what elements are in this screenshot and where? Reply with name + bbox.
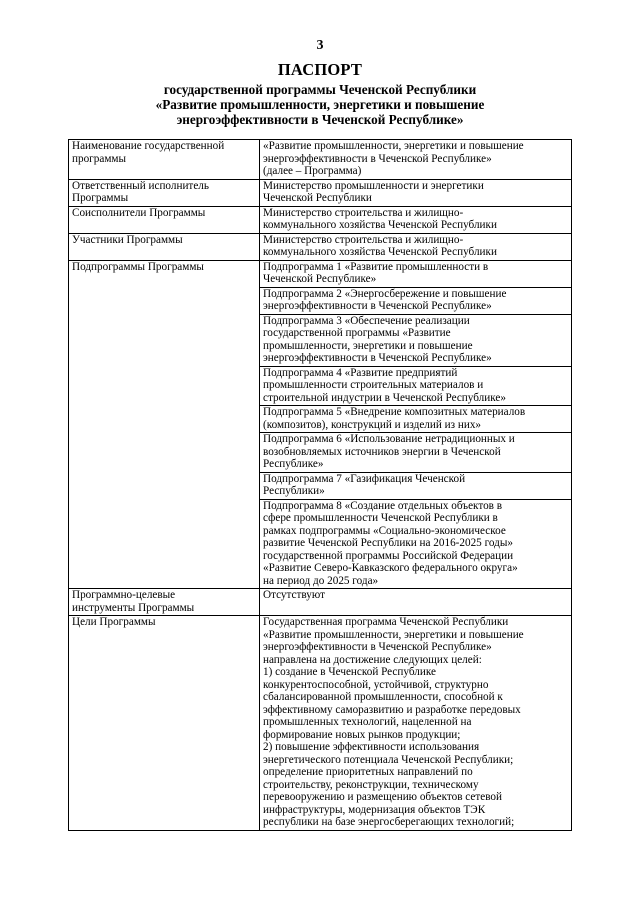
row-value-line: определение приоритетных направлений по xyxy=(263,766,473,778)
row-value-line: Республике» xyxy=(263,458,324,470)
table-row xyxy=(69,140,572,180)
row-value-line: Республики» xyxy=(263,485,325,497)
page-number: 3 xyxy=(316,38,324,53)
row-value-line: сфере промышленности Чеченской Республики в xyxy=(263,512,498,524)
row-label-line: Участники Программы xyxy=(72,233,183,246)
row-value-line: коммунального хозяйства Чеченской Республики xyxy=(263,219,497,231)
row-label xyxy=(69,589,260,616)
row-value-line: энергоэффективности в Чеченской Республике» xyxy=(263,352,492,364)
row-label-line: Ответственный исполнитель xyxy=(72,179,209,192)
row-value-line: сбалансированной промышленности, способной к xyxy=(263,691,503,703)
row-label xyxy=(69,616,260,831)
row-value-line: коммунального хозяйства Чеченской Республики xyxy=(263,246,497,258)
row-value-line: эффективному саморазвитию и разработке передовых xyxy=(263,703,521,716)
row-value-line: направлена на достижение следующих целей: xyxy=(263,653,482,666)
row-value-line: Подпрограмма 8 «Создание отдельных объектов в xyxy=(263,499,503,512)
row-value xyxy=(260,314,572,366)
row-value xyxy=(260,433,572,473)
table-row xyxy=(69,260,572,287)
row-value-line: (далее – Программа) xyxy=(263,165,362,177)
row-value-line: 2) повышение эффективности использования xyxy=(263,741,480,753)
table-row xyxy=(69,616,572,831)
row-value-line: конкурентоспособной, устойчивой, структурно xyxy=(263,678,489,691)
row-label xyxy=(69,233,260,260)
row-value-line: Министерство промышленности и энергетики xyxy=(263,179,484,192)
subtitle-line: энергоэффективности в Чеченской Республике» xyxy=(176,112,464,127)
row-value-line: энергоэффективности в Чеченской Республике» xyxy=(263,152,492,165)
row-label-line: Программы xyxy=(72,192,129,204)
row-value xyxy=(260,140,572,180)
row-value-line: энергоэффективности в Чеченской Республике» xyxy=(263,641,492,653)
passport-table xyxy=(68,139,572,831)
row-value-line: рамках подпрограммы «Социально-экономическое xyxy=(263,524,506,537)
row-value-line: промышленности строительных материалов и xyxy=(263,379,484,391)
document-title: ПАСПОРТ xyxy=(277,60,363,79)
row-value-line: возобновляемых источников энергии в Чеченской xyxy=(263,445,501,458)
row-value-line: (композитов), конструкций и изделий из них» xyxy=(263,418,482,431)
row-value xyxy=(260,499,572,589)
row-value-line: Подпрограмма 3 «Обеспечение реализации xyxy=(263,314,470,327)
subtitle-line: государственной программы Чеченской Республики xyxy=(163,82,477,97)
row-value-line: 1) создание в Чеченской Республике xyxy=(263,666,436,678)
table-row xyxy=(69,179,572,206)
table-row xyxy=(69,589,572,616)
row-label-line: Соисполнители Программы xyxy=(72,206,206,219)
row-value xyxy=(260,589,572,616)
row-value-line: Подпрограмма 2 «Энергосбережение и повышение xyxy=(263,287,507,300)
row-value-line: строительству, реконструкции, техническому xyxy=(263,778,479,791)
row-label xyxy=(69,260,260,589)
row-value xyxy=(260,472,572,499)
row-value-line: «Развитие промышленности, энергетики и повышение xyxy=(263,140,524,152)
row-value-line: Чеченской Республики xyxy=(263,192,372,204)
row-value-line: Чеченской Республике» xyxy=(263,273,377,285)
row-value-line: промышленности, энергетики и повышение xyxy=(263,339,473,352)
row-value xyxy=(260,287,572,314)
row-label-line: Подпрограммы Программы xyxy=(72,260,204,273)
row-value-line: государственной программы Российской Федерации xyxy=(263,549,514,562)
table-row xyxy=(69,233,572,260)
row-value-line: Подпрограмма 1 «Развитие промышленности в xyxy=(263,260,489,273)
table-row xyxy=(69,206,572,233)
row-value-line: Подпрограмма 6 «Использование нетрадиционных и xyxy=(263,433,515,445)
row-value-line: Государственная программа Чеченской Республики xyxy=(263,616,509,628)
row-label-line: Наименование государственной xyxy=(72,140,225,152)
row-value-line: «Развитие промышленности, энергетики и повышение xyxy=(263,628,524,641)
document-subtitle xyxy=(0,82,640,127)
row-value-line: энергетического потенциала Чеченской Республики; xyxy=(263,753,514,766)
row-label-line: Программно-целевые xyxy=(72,589,176,601)
row-value-line: «Развитие Северо-Кавказского федерального округа» xyxy=(263,562,518,574)
row-value-line: развитие Чеченской Республики на 2016-2025 годы» xyxy=(263,537,513,549)
row-value xyxy=(260,366,572,406)
row-label xyxy=(69,140,260,180)
row-value-line: промышленных технологий, нацеленной на xyxy=(263,716,472,728)
row-value xyxy=(260,616,572,831)
row-value xyxy=(260,206,572,233)
row-label-line: Цели Программы xyxy=(72,616,156,628)
row-value-line: Подпрограмма 7 «Газификация Чеченской xyxy=(263,472,466,485)
row-value-line: Подпрограмма 5 «Внедрение композитных материалов xyxy=(263,406,526,418)
row-value-line: Отсутствуют xyxy=(263,589,325,601)
row-value xyxy=(260,406,572,433)
row-value xyxy=(260,179,572,206)
row-label xyxy=(69,206,260,233)
subtitle-line: «Развитие промышленности, энергетики и повышение xyxy=(155,97,485,112)
row-value xyxy=(260,260,572,287)
row-value-line: Министерство строительства и жилищно- xyxy=(263,233,464,246)
row-label xyxy=(69,179,260,206)
row-value-line: энергоэффективности в Чеченской Республике» xyxy=(263,300,492,312)
row-label-line: программы xyxy=(72,152,126,165)
row-value-line: государственной программы «Развитие xyxy=(263,327,451,339)
row-value-line: формирование новых рынков продукции; xyxy=(263,728,461,741)
row-value-line: строительной индустрии в Чеченской Республике» xyxy=(263,391,506,404)
row-value-line: инфраструктуры, модернизация объектов ТЭК xyxy=(263,803,486,816)
row-value xyxy=(260,233,572,260)
row-value-line: на период до 2025 года» xyxy=(263,574,379,587)
row-value-line: Подпрограмма 4 «Развитие предприятий xyxy=(263,366,458,379)
row-value-line: перевооружению и размещению объектов сетевой xyxy=(263,791,503,803)
row-value-line: Министерство строительства и жилищно- xyxy=(263,206,464,219)
row-value-line: республики на базе энергосберегающих технологий; xyxy=(263,816,515,828)
row-label-line: инструменты Программы xyxy=(72,601,195,614)
